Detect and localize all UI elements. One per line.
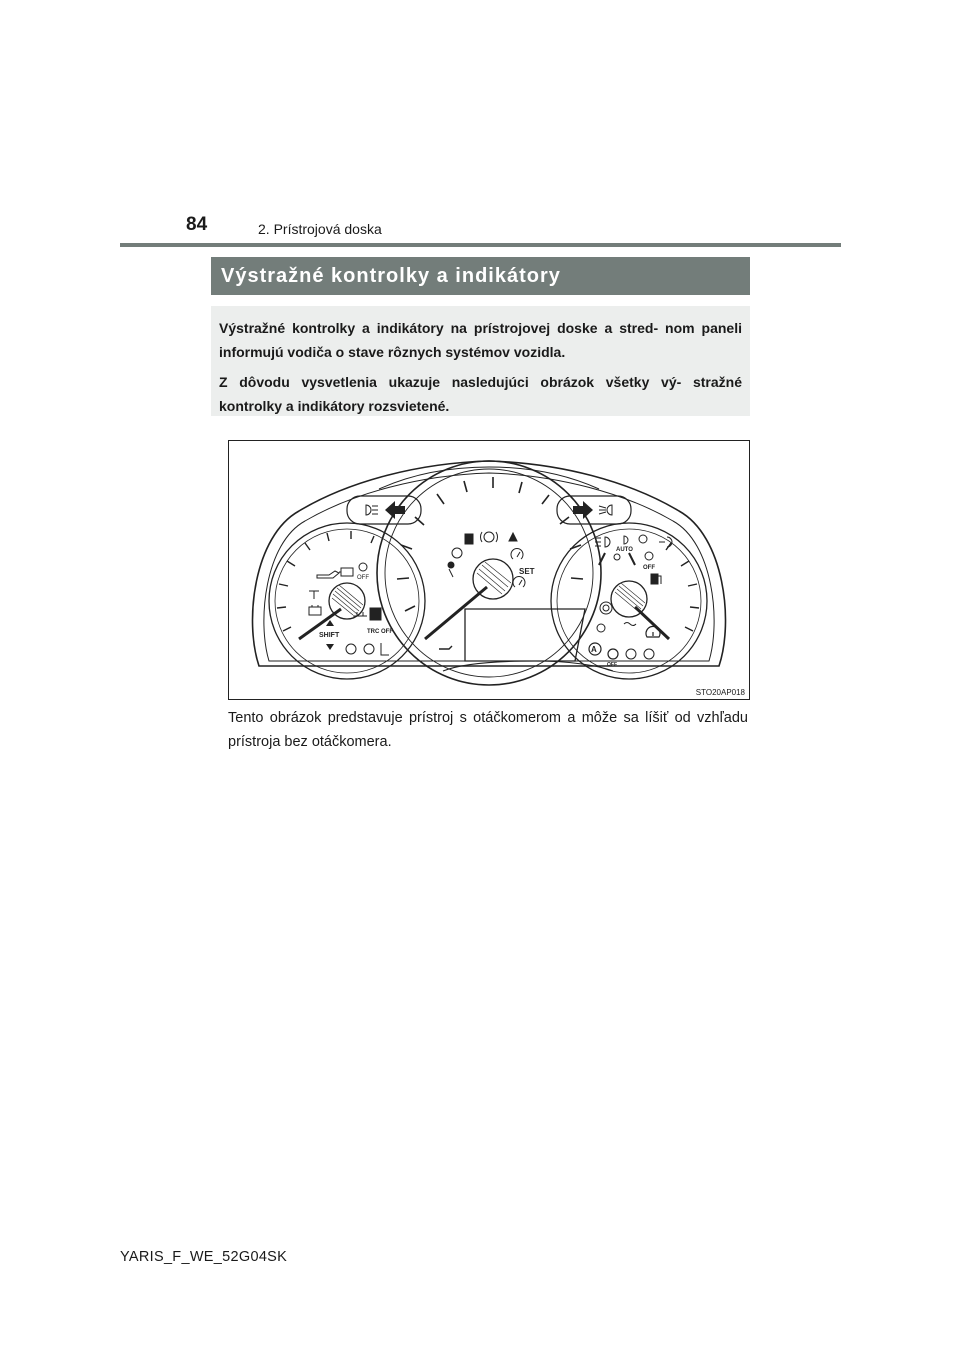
high-beam-icon <box>599 505 612 515</box>
oil-pressure-icon <box>317 571 339 578</box>
fuel-level-icon <box>381 643 389 655</box>
cruise-control-icon <box>511 549 523 559</box>
intro-box <box>211 306 750 416</box>
rear-defogger-icon <box>624 623 636 626</box>
instrument-cluster-figure <box>228 440 750 700</box>
battery-icon <box>309 605 321 615</box>
cruise-indicator-icon <box>513 577 525 587</box>
label-trc-off: TRC OFF <box>367 629 393 635</box>
intro-paragraph-2: Z dôvodu vysvetlenia ukazuje nasledujúci obrázok všetky vý- stražné kontrolky a indikátory rozsvietené. <box>219 374 742 414</box>
label-set: SET <box>519 567 535 576</box>
passenger-airbag-icon <box>614 554 620 560</box>
stop-start-right-icon <box>645 552 653 560</box>
speedometer-needle <box>425 587 487 639</box>
chapter-title: 2. Prístrojová doska <box>258 221 382 237</box>
master-warning-icon <box>509 533 517 541</box>
stop-start-icon <box>359 563 367 571</box>
engine-check-icon <box>339 568 353 576</box>
label-auto: AUTO <box>616 547 633 553</box>
indicator-lamp-1 <box>346 644 356 654</box>
parking-brake-icon <box>597 624 605 632</box>
headlight-icon <box>366 505 378 515</box>
auto-off-icon <box>608 649 618 659</box>
label-off-auto: OFF <box>607 662 617 668</box>
shift-up-arrow <box>326 620 334 626</box>
lamp-failure-icon <box>465 534 473 544</box>
indicator-lamp-4 <box>644 649 654 659</box>
header-rule <box>120 243 841 247</box>
slip-warning-icon <box>639 535 647 543</box>
svg-text:A: A <box>591 645 597 654</box>
label-shift: SHIFT <box>319 632 340 639</box>
document-code: YARIS_F_WE_52G04SK <box>120 1249 288 1265</box>
right-gauge-needle <box>635 607 669 639</box>
abs-icon <box>600 602 612 614</box>
airbag-icon <box>370 608 381 620</box>
indicator-lamp-2 <box>364 644 374 654</box>
label-off-right: OFF <box>643 565 655 571</box>
fog-light-icon <box>595 537 610 547</box>
page-number: 84 <box>186 214 208 235</box>
section-title: Výstražné kontrolky a indikátory <box>211 257 750 295</box>
brake-icon <box>480 532 497 542</box>
auto-headlight-icon <box>624 536 628 544</box>
figure-code: STO20AP018 <box>695 688 745 697</box>
shift-down-arrow <box>326 644 334 650</box>
tire-pressure-icon <box>646 626 660 637</box>
right-slash <box>629 553 635 565</box>
wrench-icon <box>439 646 452 649</box>
slip-indicator-icon <box>452 548 462 558</box>
left-indicator-pod <box>347 496 421 524</box>
figure-caption: Tento obrázok predstavuje prístroj s otáčkomerom a môže sa líšiť od vzhľadu prístroja bez otáčkomera. <box>228 710 748 750</box>
intro-paragraph-1: Výstražné kontrolky a indikátory na prístrojovej doske a stred- nom paneli informujú vodiča o stave rôznych systémov vozidla. <box>219 320 742 360</box>
label-off-left: OFF <box>357 575 369 581</box>
seat-airbag-icon <box>448 562 454 577</box>
instrument-cluster-illustration <box>229 441 749 699</box>
seatbelt-icon <box>309 591 319 599</box>
speedometer <box>377 461 601 685</box>
right-gauge-ticks <box>666 543 699 631</box>
indicator-lamp-3 <box>626 649 636 659</box>
fuel-icon <box>651 574 661 584</box>
right-indicator-pod <box>557 496 631 524</box>
